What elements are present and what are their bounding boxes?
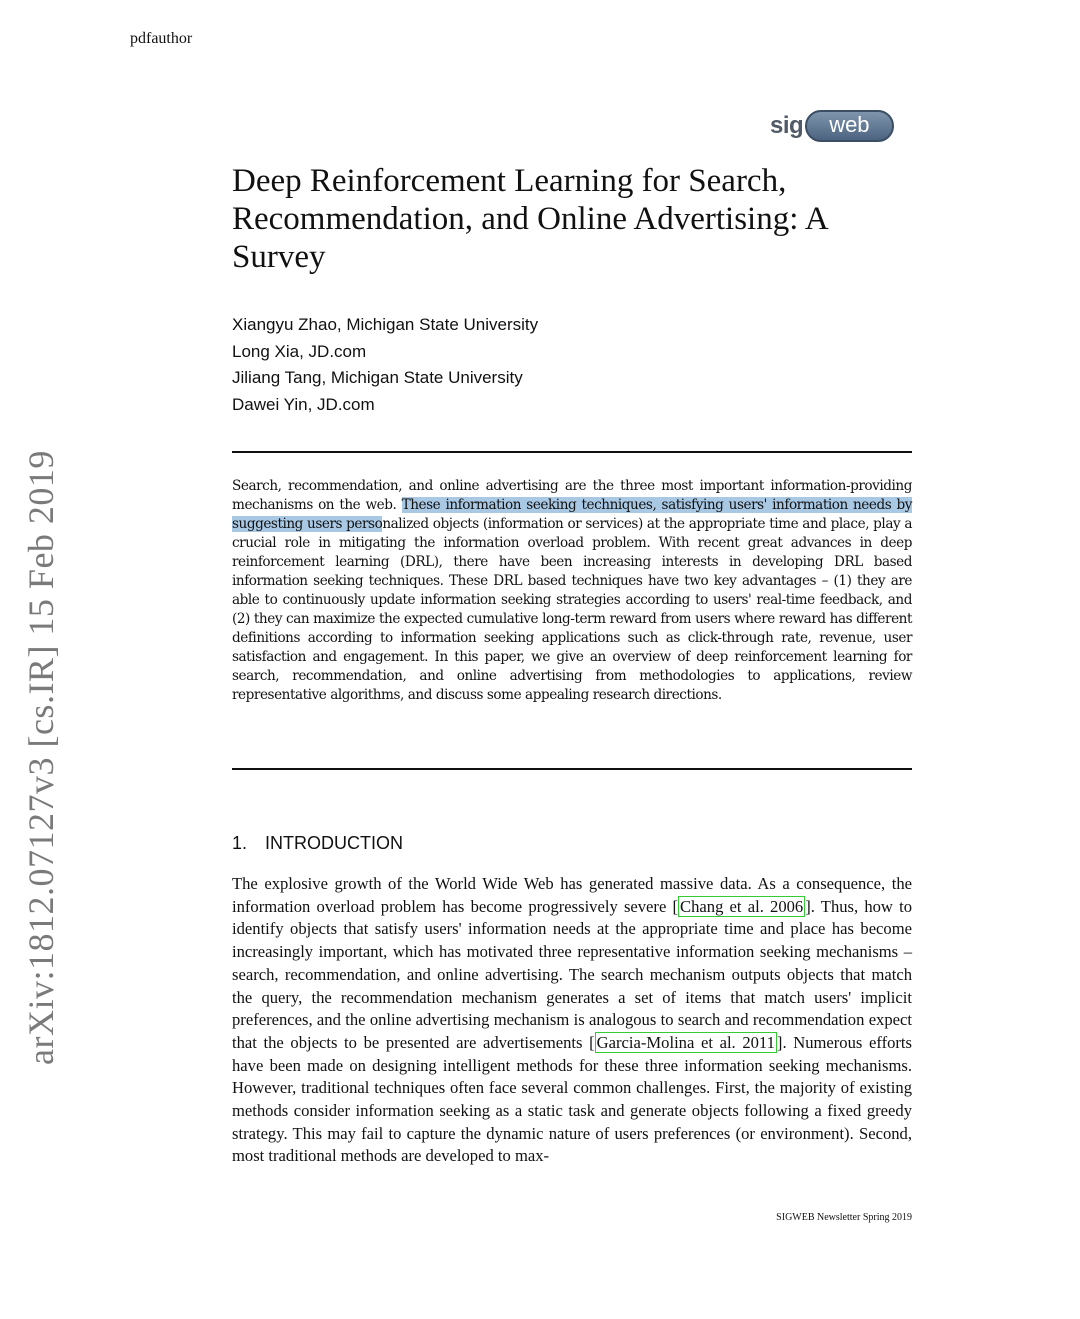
- section-heading: [232, 833, 403, 854]
- citation-link-garcia-molina[interactable]: Garcia-Molina et al. 2011: [596, 1032, 775, 1052]
- paper-title: Deep Reinforcement Learning for Search, Recommendation, and Online Advertising: A Survey: [232, 163, 827, 275]
- author-list: [232, 312, 538, 418]
- author-item: Xiangyu Zhao, Michigan State University: [232, 315, 539, 334]
- abstract-text-rest: nalized objects (information or services) at the appropriate time and place, play a crucial role in mitigating the information overload problem. With recent great advances in deep reinforcement learning (DRL), there have been increasing interests in developing DRL based information seeking techniques. These DRL based techniques have two key advantages – (1) they are able to continuously update information seeking strategies according to users' real-time feedback, and (2) they can maximize the expected cumulative long-term reward from users where reward has different definitions according to information seeking applications such as click-through rate, revenue, user satisfaction and engagement. In this paper, we give an overview of deep reinforcement learning for search, recommendation, and online advertising from methodologies to applications, review representative algorithms, and discuss some appealing research directions.: [232, 516, 912, 703]
- section-title: INTRODUCTION: [265, 833, 404, 853]
- intro-text: . Thus, how to identify objects that satisfy users' information needs at the appropriate time and place has become increasingly important, which has motivated three representative information seeking mechanisms – search, recommendation, and online advertising. The search mechanism outputs objects that match the query, the recommendation mechanism generates a set of items that match users' implicit preferences, and the online advertising mechanism is analogous to search and recommendation expect that the objects to be presented are advertisements: [232, 896, 912, 1052]
- pdf-author-header: pdfauthor: [130, 30, 193, 47]
- introduction-paragraph: The explosive growth of the World Wide Web has generated massive data. As a consequence, the information overload problem has become progressively severe [ Chang et al. 2006 ]. Thus, how to identify objects that satisfy users' information needs at the appropriate time and place has become increasingly important, which has motivated three representative information seeking mechanisms – search, recommendation, and online advertising. The search mechanism outputs objects that match the query, the recommendation mechanism generates a set of items that match users' implicit preferences, and the online advertising mechanism is analogous to search and recommendation expect that the objects to be presented are advertisements [ Garcia-Molina et al. 2011 ]. Numerous efforts have been made on designing intelligent methods for these three information seeking mechanisms. However, traditional techniques often face several common challenges. First, the majority of existing methods consider information seeking as a static task and generate objects following a fixed greedy strategy. This may fail to capture the dynamic nature of users preferences (or environment). Second, most traditional methods are developed to max-: [232, 874, 912, 1166]
- author-item: Jiliang Tang, Michigan State University: [232, 368, 523, 387]
- abstract-text: Search, recommendation, and online advertising are the three most important information-providing mechanisms on the web.: [232, 478, 912, 513]
- logo-sig-text: sig: [770, 112, 804, 139]
- author-item: Dawei Yin, JD.com: [232, 394, 375, 414]
- section-number: 1.: [232, 833, 248, 853]
- author-item: Long Xia, JD.com: [232, 341, 367, 361]
- bottom-rule: [232, 768, 912, 770]
- intro-text: . Numerous efforts have been made on designing intelligent methods for these three information seeking mechanisms. However, traditional techniques often face several common challenges. First, the majority of existing methods consider information seeking as a static task and generate objects following a fixed greedy strategy. This may fail to capture the dynamic nature of users preferences (or environment). Second, most traditional methods are developed to max-: [232, 1032, 912, 1166]
- abstract: [232, 477, 912, 705]
- abstract-highlight[interactable]: These information seeking techniques, satisfying users' information needs by suggesting users perso: [232, 497, 912, 532]
- intro-text: The explosive growth of the World Wide Web has generated massive data. As a consequence, the information overload problem has become progressively severe: [232, 874, 912, 916]
- sigweb-logo: [770, 110, 894, 142]
- top-rule: [232, 451, 912, 453]
- arxiv-stamp: arXiv:1812.07127v3 [cs.IR] 15 Feb 2019: [21, 450, 61, 1065]
- logo-web-text: web: [805, 110, 893, 142]
- page-footer: SIGWEB Newsletter Spring 2019: [776, 1212, 912, 1223]
- citation-link-chang[interactable]: Chang et al. 2006: [680, 896, 804, 916]
